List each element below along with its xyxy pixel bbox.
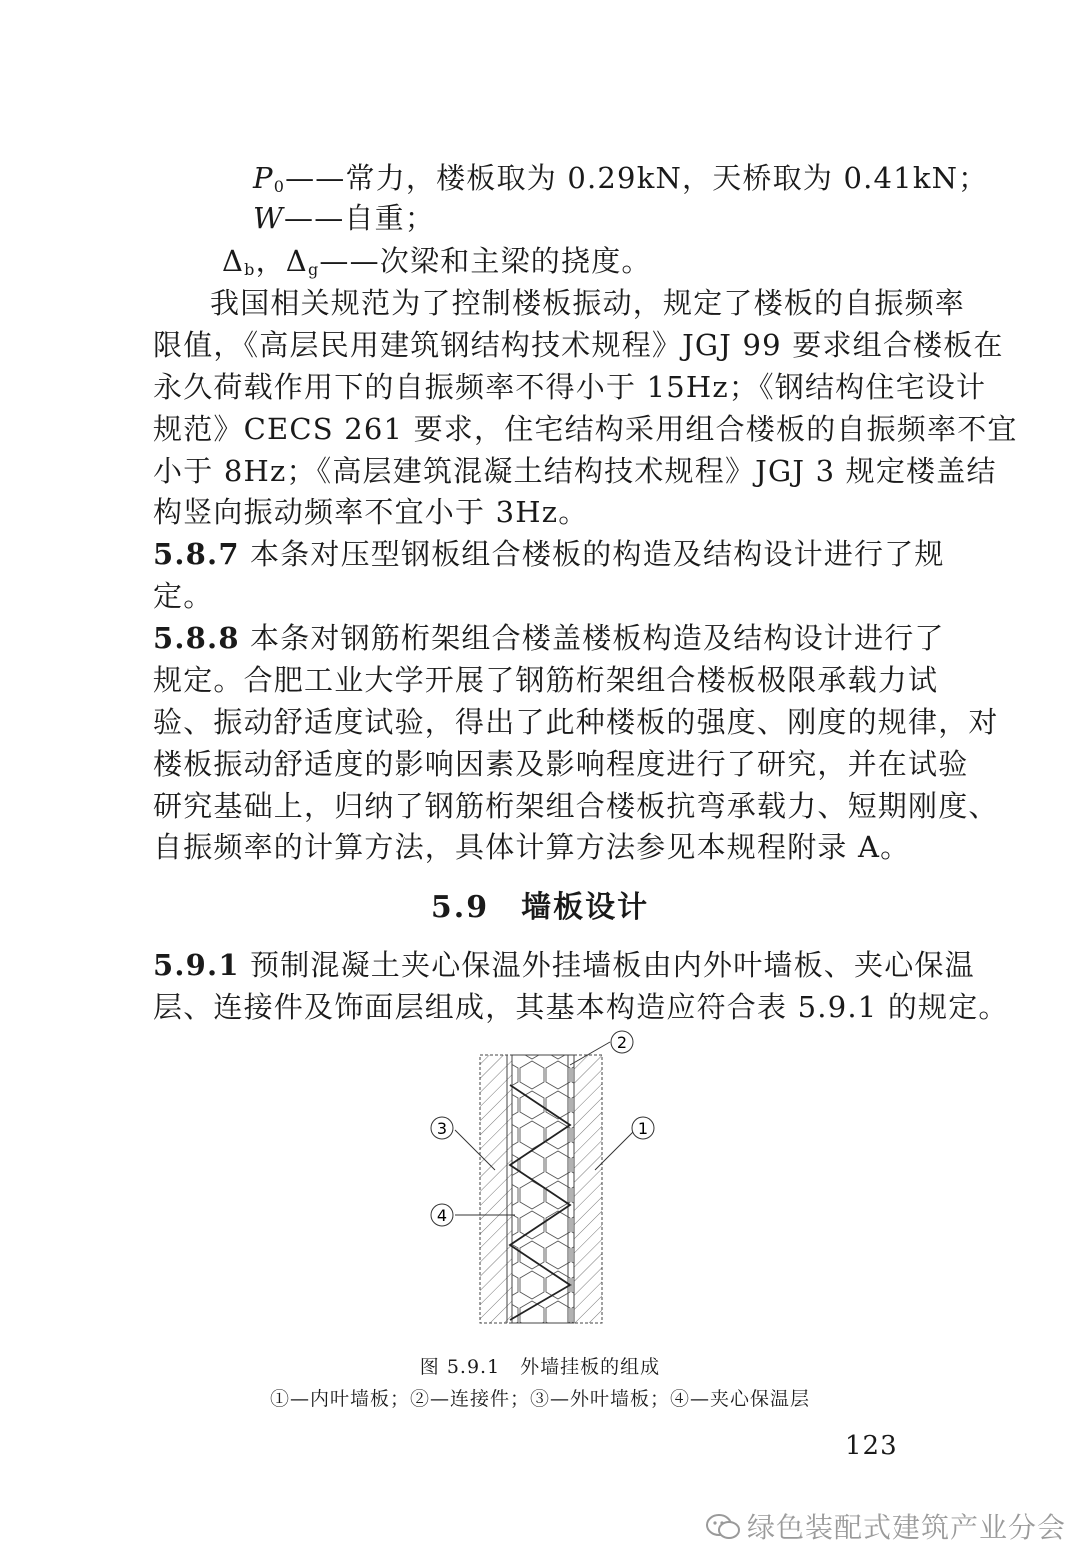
paragraph-line: 层、连接件及饰面层组成，其基本构造应符合表 5.9.1 的规定。 [153,990,1009,1024]
paragraph-line: 规定。合肥工业大学开展了钢筋桁架组合楼板极限承载力试 [153,663,939,697]
paragraph-line: 本条对钢筋桁架组合楼盖楼板构造及结构设计进行了 [250,621,945,655]
callout-label-1: 1 [637,1119,649,1138]
symbol-w: W [253,201,285,235]
clause-5-8-7 [153,534,240,574]
symbol-delta-sub-g: g [307,260,320,279]
inner-leaf-panel [574,1055,602,1323]
paragraph-line: 定。 [153,579,214,613]
symbol-delta-sub-b: b [244,260,256,279]
paragraph-line: 构竖向振动频率不宜小于 3Hz。 [153,495,589,529]
def-text: ——常力，楼板取为 0.29kN，天桥取为 0.41kN； [285,161,989,195]
page-number: 123 [845,1431,898,1461]
wechat-icon [705,1513,741,1541]
symbol-delta: Δ [222,244,245,278]
clause-number: 5.8.8 [153,621,240,655]
section-heading: 5.9 墙板设计 [430,890,650,925]
paragraph-line: 楼板振动舒适度的影响因素及影响程度进行了研究，并在试验 [153,747,969,781]
insulation-core [512,1055,574,1323]
clause-5-8-8 [153,618,240,658]
callout-label-4: 4 [436,1206,448,1225]
paragraph-line: 我国相关规范为了控制楼板振动，规定了楼板的自振频率 [210,286,966,320]
paragraph-line: 自振频率的计算方法，具体计算方法参见本规程附录 A。 [153,830,911,864]
figure-legend: ①—内叶墙板；②—连接件；③—外叶墙板；④—夹心保温层 [269,1388,810,1410]
figure-caption: 图 5.9.1 外墙挂板的组成 [419,1356,661,1378]
callout-label-3: 3 [436,1119,448,1138]
paragraph-line: 永久荷载作用下的自振频率不得小于 15Hz；《钢结构住宅设计 [153,370,987,404]
paragraph-line: 研究基础上，归纳了钢筋桁架组合楼板抗弯承载力、短期刚度、 [153,789,999,823]
symbol-p: P [253,161,274,195]
symbol-delta-2: ，Δ [255,244,308,278]
watermark-text: 绿色装配式建筑产业分会 [747,1511,1067,1544]
def-text: ——自重； [284,201,436,235]
paragraph-line: 验、振动舒适度试验，得出了此种楼板的强度、刚度的规律，对 [153,705,999,739]
callout-label-2: 2 [616,1033,628,1052]
paragraph-line: 预制混凝土夹心保温外挂墙板由内外叶墙板、夹心保温 [250,948,975,982]
watermark [705,1506,1066,1546]
symbol-p-sub: 0 [273,177,286,196]
paragraph-line: 规范》CECS 261 要求，住宅结构采用组合楼板的自振频率不宜 [153,412,1018,446]
paragraph-line: 本条对压型钢板组合楼板的构造及结构设计进行了规 [250,537,945,571]
paragraph-line: 限值，《高层民用建筑钢结构技术规程》JGJ 99 要求组合楼板在 [153,328,1004,362]
clause-number: 5.8.7 [153,537,240,571]
paragraph-line: 小于 8Hz；《高层建筑混凝土结构技术规程》JGJ 3 规定楼盖结 [153,454,997,488]
clause-number: 5.9.1 [153,948,240,982]
def-text: ——次梁和主梁的挠度。 [319,244,652,278]
clause-5-9-1 [153,945,240,985]
wall-panel-figure [415,1030,675,1340]
def-line-w [253,198,435,238]
